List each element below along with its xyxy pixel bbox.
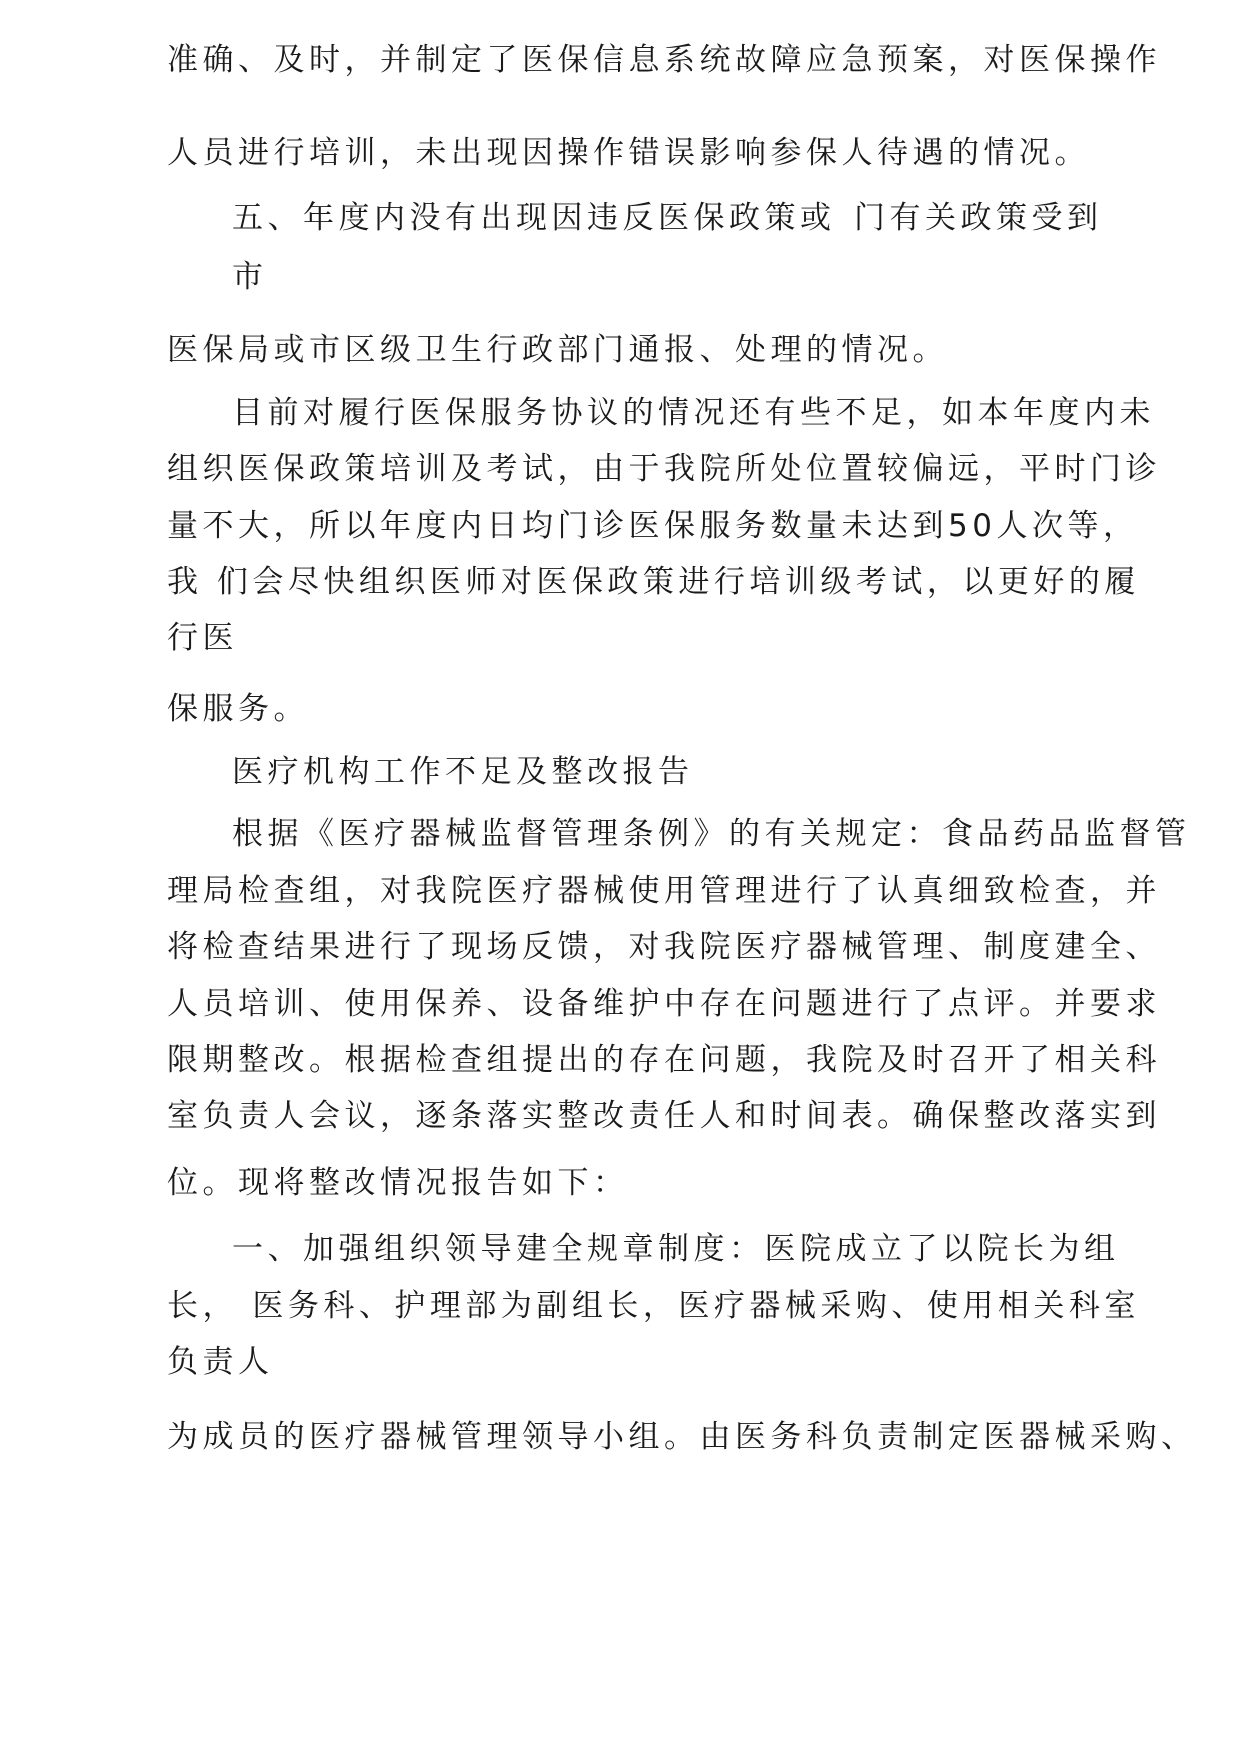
text-line: 人员进行培训，未出现因操作错误影响参保人待遇的情况。 [167, 135, 1090, 171]
text-line: 人员培训、使用保养、设备维护中存在问题进行了点评。并要求 [167, 986, 1161, 1022]
text-line: 室负责人会议，逐条落实整改责任人和时间表。确保整改落实到 [167, 1098, 1161, 1134]
text-line: 目前对履行医保服务协议的情况还有些不足，如本年度内未 [232, 395, 1155, 431]
text-line: 为成员的医疗器械管理领导小组。由医务科负责制定医器械采购、 [167, 1419, 1197, 1455]
text-line: 我 们会尽快组织医师对医保政策进行培训级考试，以更好的履 [167, 564, 1140, 600]
text-line: 长， 医务科、护理部为副组长，医疗器械采购、使用相关科室 [167, 1288, 1140, 1324]
text-line: 位。现将整改情况报告如下： [167, 1165, 629, 1201]
text-line: 负责人 [167, 1344, 274, 1380]
text-line: 医保局或市区级卫生行政部门通报、处理的情况。 [167, 332, 948, 368]
text-line: 保服务。 [167, 691, 309, 727]
text-line: 行医 [167, 620, 238, 656]
text-line: 准确、及时，并制定了医保信息系统故障应急预案，对医保操作 [167, 42, 1161, 78]
text-line: 五、年度内没有出现因违反医保政策或 [232, 200, 836, 236]
text-line: 门有关政策受到 [854, 200, 1103, 236]
text-line: 限期整改。根据检查组提出的存在问题，我院及时召开了相关科 [167, 1042, 1161, 1078]
text-line: 根据《医疗器械监督管理条例》的有关规定：食品药品监督管 [232, 816, 1191, 852]
text-line: 医疗机构工作不足及整改报告 [232, 754, 694, 790]
text-line: 市 [232, 259, 268, 295]
text-line: 一、加强组织领导建全规章制度：医院成立了以院长为组 [232, 1231, 1120, 1267]
text-line: 组织医保政策培训及考试，由于我院所处位置较偏远，平时门诊 [167, 451, 1161, 487]
text-line: 将检查结果进行了现场反馈，对我院医疗器械管理、制度建全、 [167, 929, 1161, 965]
text-line: 理局检查组，对我院医疗器械使用管理进行了认真细致检查，并 [167, 873, 1161, 909]
text-line: 量不大，所以年度内日均门诊医保服务数量未达到50人次等， [167, 508, 1139, 544]
